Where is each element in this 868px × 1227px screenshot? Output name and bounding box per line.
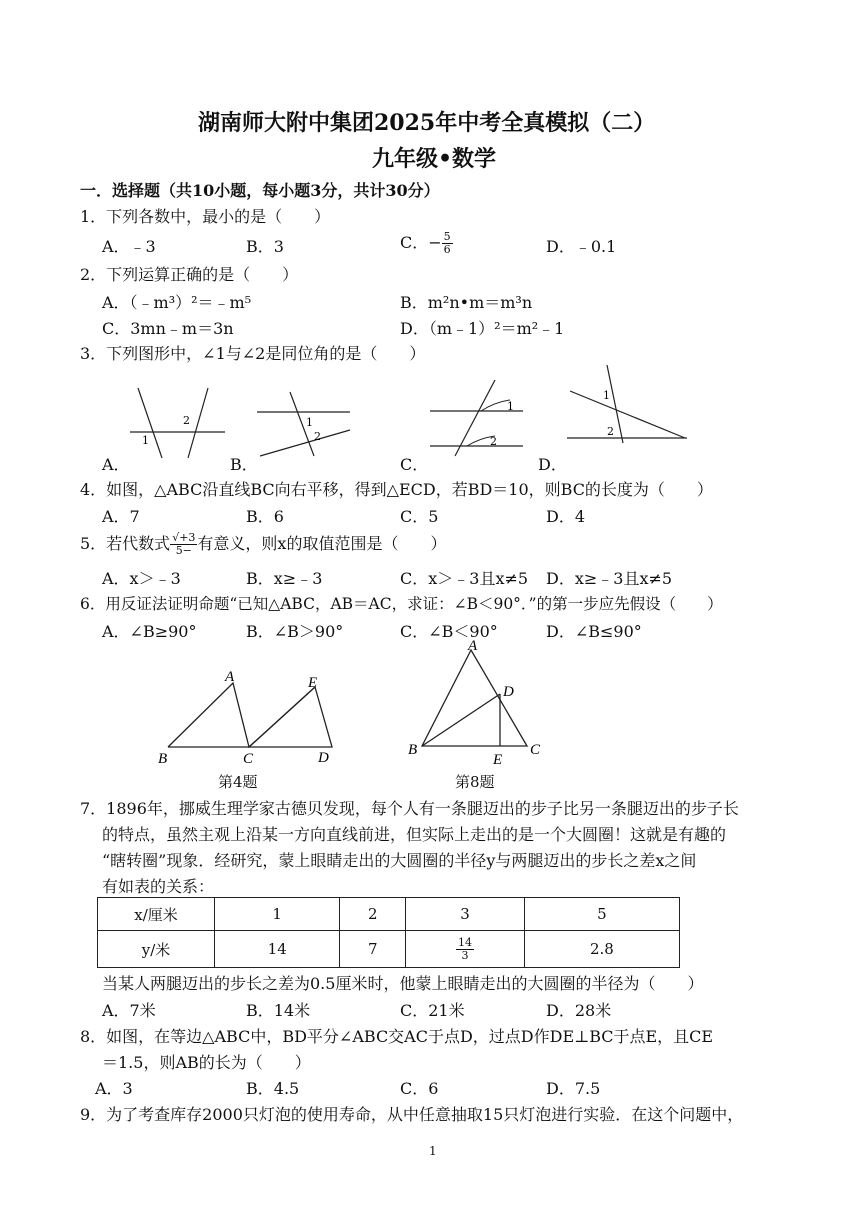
q7-table [97, 897, 680, 968]
q7-line-2: 的特点，虽然主观上沿某一方向直线前进，但实际上走出的是一个大圆圈！这就是有趣的 [102, 825, 727, 844]
table-cell: y/米 [98, 931, 215, 968]
q3-stem: 3．下列图形中，∠1与∠2是同位角的是（ ） [80, 344, 426, 363]
q7-line-4: 有如表的关系： [102, 877, 215, 896]
q3-figure-d [565, 363, 690, 448]
q3-option-a: A． [102, 455, 130, 474]
q7-option-d: D．28米 [546, 1001, 612, 1020]
vertex-b-label: B [408, 742, 418, 758]
vertex-a-label: A [225, 669, 235, 685]
angle-1-label: 1 [306, 416, 313, 429]
table-row [98, 898, 680, 931]
q2-option-a: A．（﹣m³）²＝﹣m⁵ [102, 293, 252, 312]
table-cell: x/厘米 [98, 898, 215, 931]
q6-option-b: B．∠B＞90° [246, 622, 344, 641]
q8-line-2: ＝1.5，则AB的长为（ ） [102, 1053, 311, 1072]
q2-stem: 2．下列运算正确的是（ ） [80, 265, 299, 284]
table-fraction [456, 937, 474, 962]
table-cell: 3 [406, 898, 525, 931]
figure-8-caption: 第8题 [455, 773, 495, 791]
q6-option-a: A．∠B≥90° [102, 622, 197, 641]
q8-option-c: C．6 [400, 1079, 439, 1098]
q1-option-b: B．3 [246, 237, 284, 256]
q6-option-d: D．∠B≤90° [546, 622, 642, 641]
q8-line-1: 8．如图，在等边△ABC中，BD平分∠ABC交AC于点D，过点D作DE⊥BC于点E，且CE [80, 1027, 714, 1046]
fraction-numerator: √+3 [172, 531, 196, 544]
section-heading: 一．选择题（共10小题，每小题3分，共计30分） [80, 181, 440, 200]
q2-option-b: B．m²n•m＝m³n [400, 293, 533, 312]
q8-option-d: D．7.5 [546, 1079, 601, 1098]
q5-stem-prefix: 5．若代数式 [80, 534, 171, 553]
q5-stem [80, 531, 446, 557]
q5-option-d: D．x≥﹣3且x≠5 [546, 569, 673, 588]
table-cell [406, 931, 525, 968]
q1-option-c-prefix: C．− [400, 233, 442, 252]
q4-stem: 4．如图，△ABC沿直线BC向右平移，得到△ECD，若BD＝10，则BC的长度为（ ） [80, 480, 713, 499]
q5-fraction [170, 532, 197, 557]
vertex-e-label: E [493, 752, 503, 768]
vertex-b-label: B [158, 751, 168, 767]
page-number: 1 [429, 1144, 437, 1158]
angle-1-label: 1 [603, 389, 610, 402]
angle-2-label: 2 [490, 435, 497, 448]
q3-figure-c [425, 378, 535, 458]
table-cell: 2.8 [524, 931, 679, 968]
fraction-denominator: 3 [461, 948, 469, 962]
vertex-c-label: C [530, 742, 541, 758]
q7-line-1: 7．1896年，挪威生理学家古德贝发现，每个人有一条腿迈出的步子比另一条腿迈出的步子长 [80, 799, 739, 818]
figure-4 [150, 665, 350, 770]
vertex-d-label: D [503, 684, 514, 700]
q5-stem-suffix: 有意义，则x的取值范围是（ ） [197, 534, 447, 553]
q3-figure-a [120, 380, 230, 460]
fraction-numerator: 5 [443, 230, 451, 243]
vertex-c-label: C [243, 751, 254, 767]
q1-option-c-fraction [442, 231, 453, 256]
q7-line-5: 当某人两腿迈出的步长之差为0.5厘米时，他蒙上眼睛走出的大圆圈的半径为（ ） [102, 974, 704, 993]
vertex-a-label: A [468, 638, 478, 654]
q9-line-1: 9．为了考查库存2000只灯泡的使用寿命，从中任意抽取15只灯泡进行实验．在这个问题中， [80, 1105, 744, 1124]
q7-option-b: B．14米 [246, 1001, 311, 1020]
q8-option-b: B．4.5 [246, 1079, 300, 1098]
q5-option-b: B．x≥﹣3 [246, 569, 323, 588]
q1-stem: 1．下列各数中，最小的是（ ） [80, 207, 331, 226]
q6-stem: 6．用反证法证明命题“已知△ABC，AB＝AC，求证：∠B＜90°．”的第一步应先假设（ ） [80, 595, 723, 613]
angle-1-label: 1 [507, 400, 514, 413]
q7-line-3: “瞎转圈”现象．经研究，蒙上眼睛走出的大圆圈的半径y与两腿迈出的步长之差x之间 [102, 851, 697, 870]
table-cell: 2 [340, 898, 406, 931]
q4-option-b: B．6 [246, 507, 284, 526]
q7-option-a: A．7米 [102, 1001, 156, 1020]
angle-2-label: 2 [314, 430, 321, 443]
fraction-denominator: 6 [443, 243, 451, 256]
table-cell: 1 [215, 898, 340, 931]
q8-option-a: A．3 [95, 1079, 133, 1098]
q2-option-c: C．3mn﹣m＝3n [102, 319, 234, 338]
table-row [98, 931, 680, 968]
page-title: 湖南师大附中集团2025年中考全真模拟（二） [198, 110, 656, 136]
q1-option-c [400, 230, 453, 256]
angle-1-label: 1 [142, 434, 149, 447]
q1-option-a: A．﹣3 [102, 237, 156, 256]
fraction-numerator: 14 [458, 935, 473, 949]
q5-option-a: A．x＞﹣3 [102, 569, 181, 588]
q3-option-b: B． [230, 455, 258, 474]
vertex-d-label: D [318, 750, 329, 766]
q5-option-c: C．x＞﹣3且x≠5 [400, 569, 529, 588]
angle-2-label: 2 [183, 414, 190, 427]
figure-4-caption: 第4题 [218, 773, 258, 791]
table-cell: 14 [215, 931, 340, 968]
q3-option-d: D． [538, 455, 567, 474]
q2-option-d: D．（m﹣1）²＝m²﹣1 [400, 319, 565, 338]
q3-figure-b [252, 384, 362, 464]
q3-option-c: C． [400, 455, 429, 474]
q1-option-d: D．﹣0.1 [546, 237, 617, 256]
q4-option-c: C．5 [400, 507, 439, 526]
q7-option-c: C．21米 [400, 1001, 465, 1020]
figure-8 [405, 638, 555, 768]
q4-option-d: D．4 [546, 507, 586, 526]
table-cell: 7 [340, 931, 406, 968]
q4-option-a: A．7 [102, 507, 140, 526]
fraction-denominator: 5− [175, 544, 192, 557]
page-subtitle: 九年级•数学 [372, 146, 497, 172]
vertex-e-label: E [308, 675, 318, 691]
q6-option-c: C．∠B＜90° [400, 622, 498, 641]
angle-2-label: 2 [607, 425, 614, 438]
table-cell: 5 [524, 898, 679, 931]
